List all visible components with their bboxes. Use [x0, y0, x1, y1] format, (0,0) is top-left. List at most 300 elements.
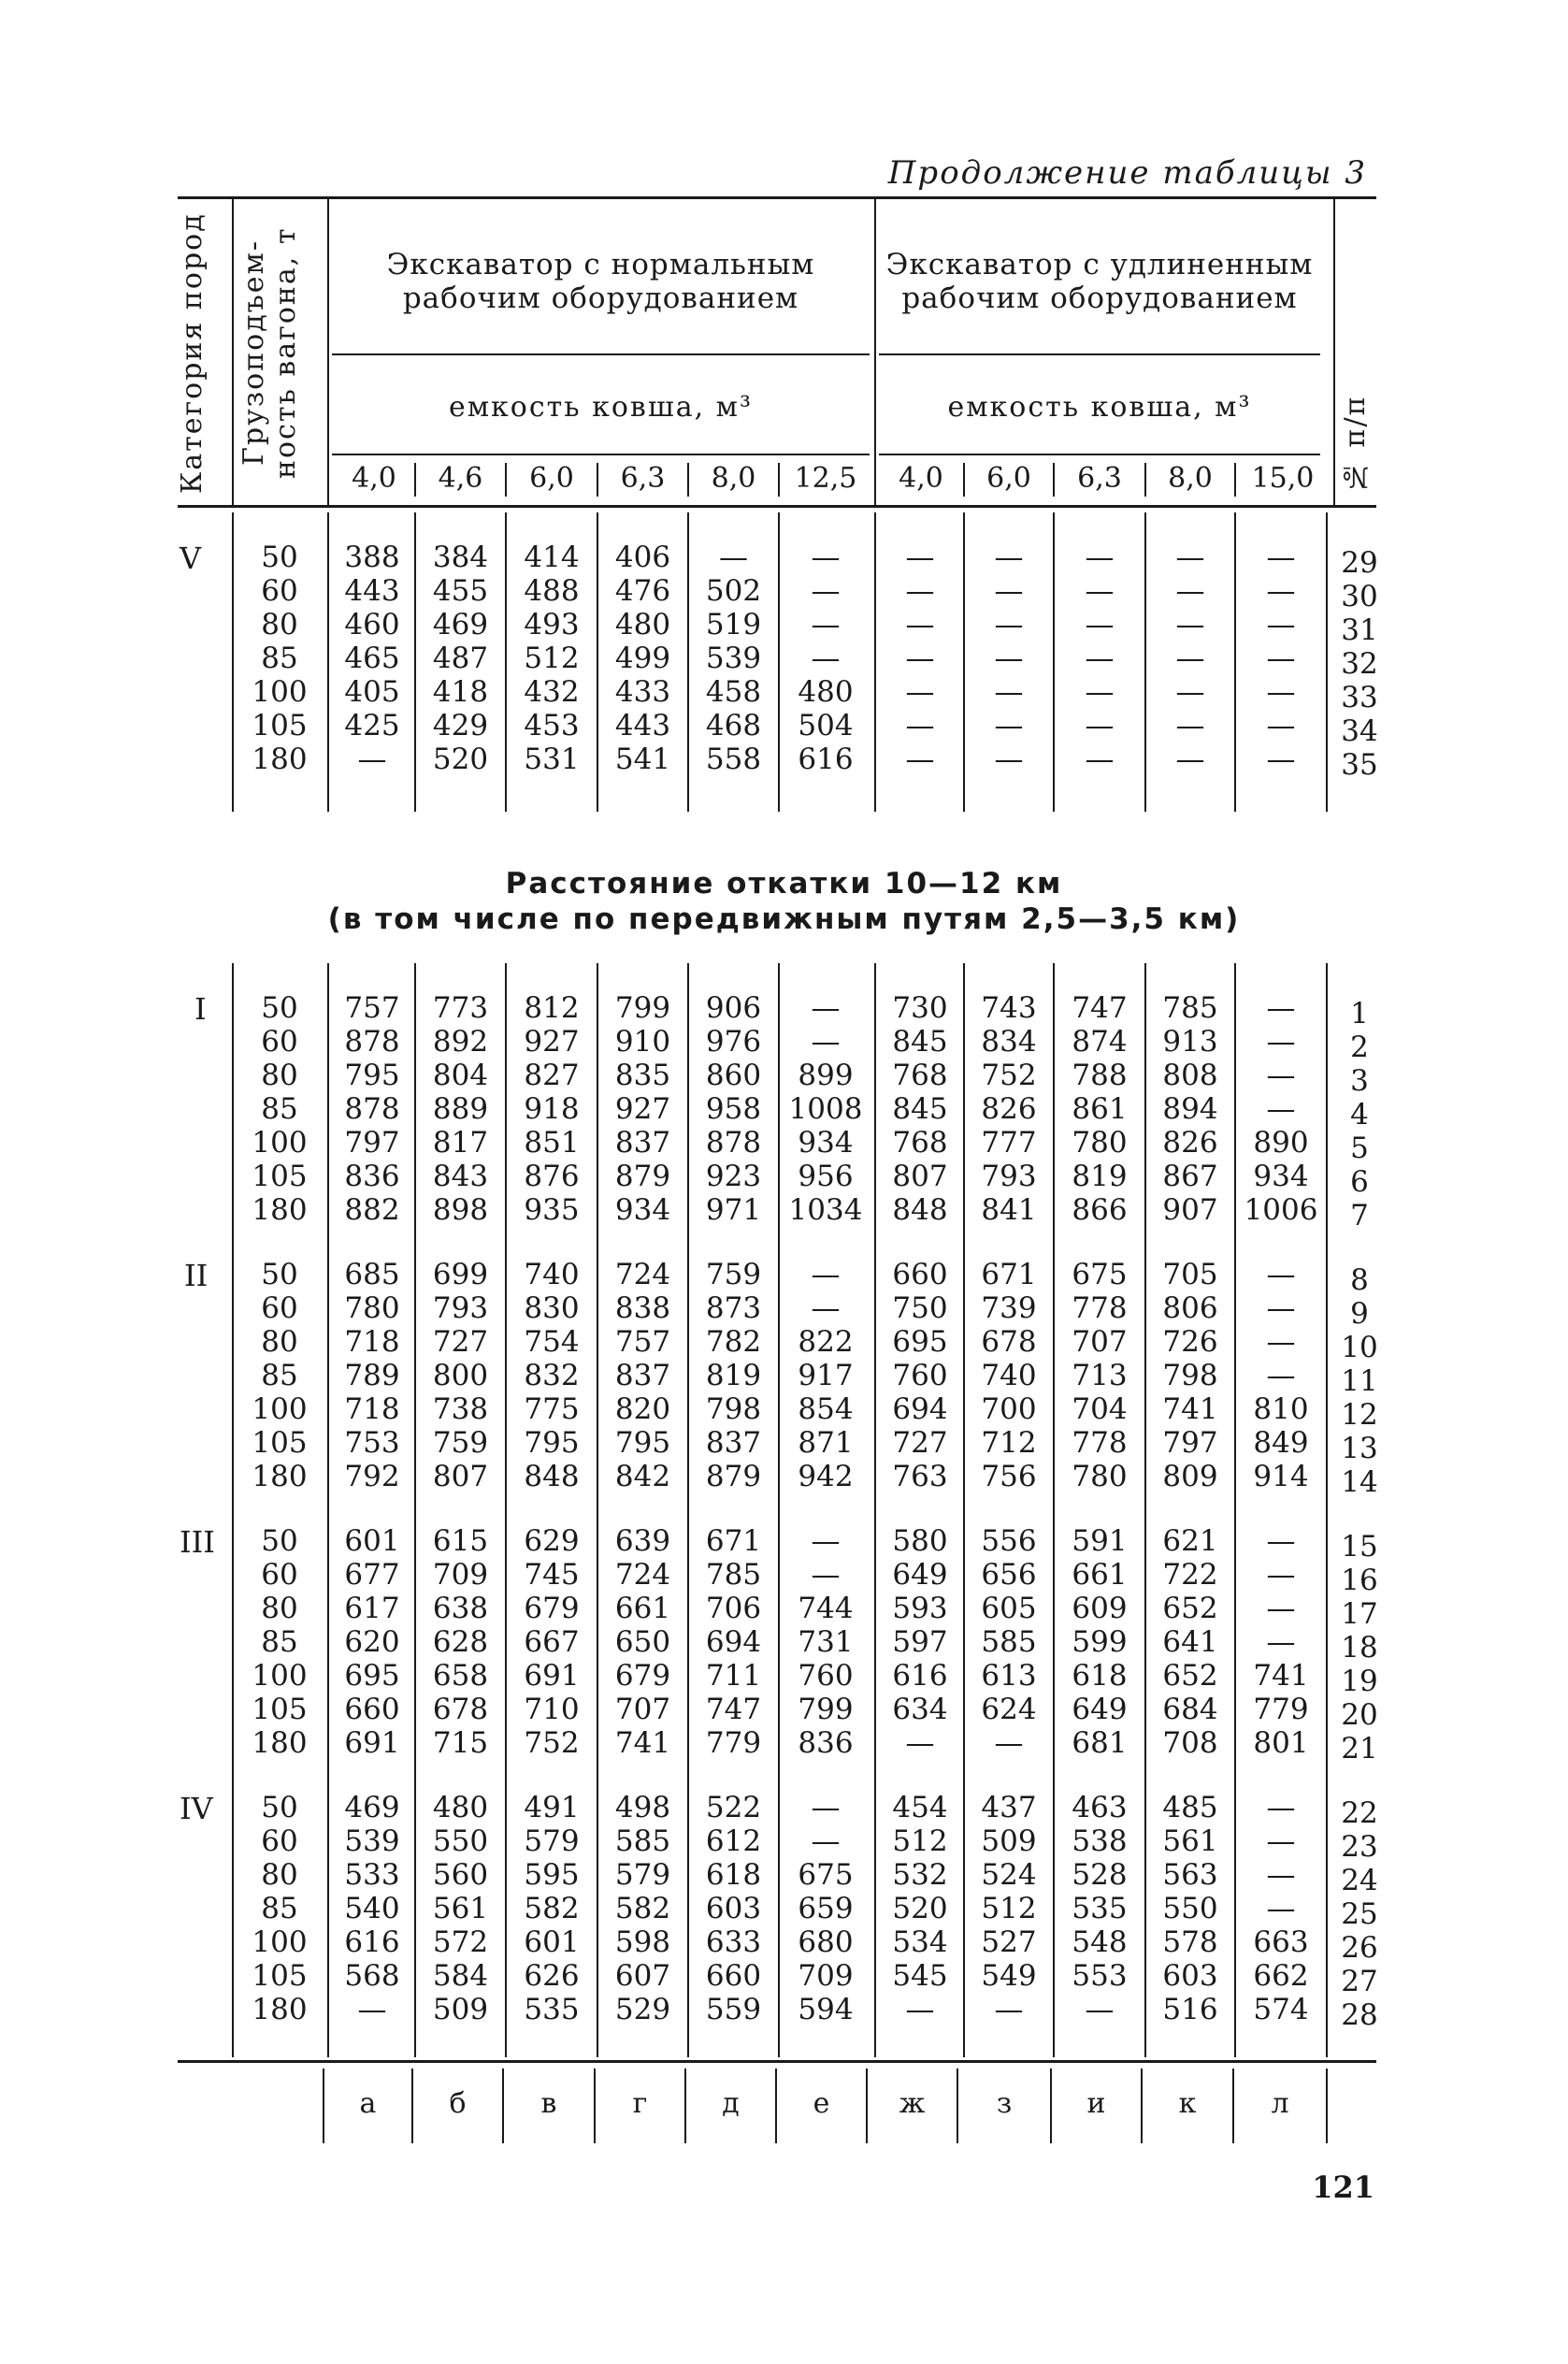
page-number: 121 — [1312, 2169, 1374, 2205]
table-cell: 878 — [344, 1025, 400, 1059]
table-cell: 659 — [798, 1892, 854, 1925]
table-cell: — — [994, 709, 1024, 742]
load-cell: 100 — [252, 675, 308, 709]
table-cell: — — [1266, 1359, 1296, 1392]
load-cell: 180 — [252, 1193, 308, 1227]
table-cell: 582 — [614, 1892, 671, 1925]
table-cell: — — [1085, 675, 1115, 709]
table-cell: 533 — [344, 1858, 400, 1892]
row-number: 34 — [1341, 714, 1378, 748]
table-cell: 629 — [524, 1524, 580, 1558]
table-cell: 873 — [705, 1291, 762, 1325]
table-cell: 603 — [1162, 1959, 1218, 1993]
table-cell: 788 — [1072, 1059, 1128, 1092]
table-cell: — — [811, 608, 841, 641]
table-cell: 768 — [892, 1126, 948, 1160]
capacity-value: 8,0 — [1168, 462, 1213, 495]
table-cell: 695 — [344, 1659, 400, 1693]
table-cell: 753 — [344, 1426, 400, 1460]
category-label: I — [194, 991, 207, 1027]
table-cell: 777 — [981, 1126, 1037, 1160]
column-letter: к — [1178, 2087, 1197, 2120]
table-cell: — — [1266, 1791, 1296, 1824]
table-cell: 650 — [614, 1625, 671, 1659]
table-cell: 795 — [614, 1426, 671, 1460]
header-bucket-extended: емкость ковша, м³ — [947, 391, 1252, 424]
table-cell: 807 — [432, 1460, 489, 1493]
row-number-cell: 9 — [1350, 1297, 1369, 1331]
table-cell: — — [1266, 1025, 1296, 1059]
table-cell: 488 — [524, 574, 580, 608]
table-cell: 780 — [1072, 1126, 1128, 1160]
table-cell: 1008 — [788, 1092, 863, 1126]
header-vrule — [1333, 199, 1335, 505]
table-cell: — — [994, 608, 1024, 641]
table-cell: 660 — [344, 1693, 400, 1726]
table-cell: — — [994, 541, 1024, 574]
table-cell: 582 — [524, 1892, 580, 1925]
row-number-cell: 26 — [1341, 1931, 1378, 1965]
table-cell: 740 — [524, 1258, 580, 1291]
table-cell: — — [1175, 709, 1205, 742]
load-cell: 180 — [252, 742, 308, 776]
table-cell: 798 — [705, 1392, 762, 1426]
load-cell: 100 — [252, 1659, 308, 1693]
table-cell: 458 — [705, 675, 762, 709]
row-number: 29 — [1341, 546, 1378, 580]
table-cell: 906 — [705, 991, 762, 1025]
table-cell: — — [1266, 991, 1296, 1025]
table-cell: 795 — [524, 1426, 580, 1460]
table-cell: — — [1266, 1524, 1296, 1558]
table-cell: — — [1266, 641, 1296, 675]
table-cell: 879 — [705, 1460, 762, 1493]
table-cell: 624 — [981, 1693, 1037, 1726]
table-cell: 1034 — [788, 1193, 863, 1227]
table-cell: 617 — [344, 1592, 400, 1625]
table-cell: 876 — [524, 1160, 580, 1193]
table-cell: 763 — [892, 1460, 948, 1493]
table-cell: — — [905, 742, 935, 776]
table-cell: 480 — [614, 608, 671, 641]
table-cell: — — [811, 991, 841, 1025]
table-cell: 799 — [798, 1693, 854, 1726]
load-cell: 85 — [261, 1892, 298, 1925]
load-cell: 60 — [261, 574, 298, 608]
capacity-value: 6,0 — [986, 462, 1031, 495]
table-cell: 848 — [524, 1460, 580, 1493]
table-cell: 680 — [798, 1925, 854, 1959]
header-bucket-normal: емкость ковша, м³ — [448, 391, 754, 424]
table-cell: 524 — [981, 1858, 1037, 1892]
table-cell: 491 — [524, 1791, 580, 1824]
table-cell: 838 — [614, 1291, 671, 1325]
table-cell: 469 — [432, 608, 489, 641]
table-cell: 618 — [1072, 1659, 1128, 1693]
table-cell: 539 — [705, 641, 762, 675]
table-cell: — — [1085, 709, 1115, 742]
table-cell: 780 — [344, 1291, 400, 1325]
header-vrule — [232, 199, 234, 505]
row-number-cell: 7 — [1350, 1199, 1369, 1232]
group-rule-extended — [879, 353, 1320, 355]
table-cell: 892 — [432, 1025, 489, 1059]
category-label: III — [180, 1524, 215, 1560]
load-cell: 105 — [252, 1693, 308, 1726]
table-cell: 626 — [524, 1959, 580, 1993]
data-column — [1236, 991, 1326, 2026]
table-cell: 715 — [432, 1726, 489, 1760]
table-cell: 705 — [1162, 1258, 1218, 1291]
table-cell: 601 — [524, 1925, 580, 1959]
capacity-value: 6,0 — [529, 462, 574, 495]
table-cell: — — [1085, 608, 1115, 641]
table-cell: 405 — [344, 675, 400, 709]
table-cell: 867 — [1162, 1160, 1218, 1193]
table-cell: 695 — [892, 1325, 948, 1359]
table-cell: 535 — [524, 1993, 580, 2026]
data-column — [330, 991, 414, 2026]
table-cell: 487 — [432, 641, 489, 675]
table-cell: 854 — [798, 1392, 854, 1426]
table-cell: 699 — [432, 1258, 489, 1291]
row-number-cell: 19 — [1341, 1665, 1378, 1698]
table-cell: 678 — [432, 1693, 489, 1726]
table-cell: 798 — [1162, 1359, 1218, 1392]
table-cell: 724 — [614, 1558, 671, 1592]
table-cell: 793 — [981, 1160, 1037, 1193]
table-cell: 810 — [1253, 1392, 1309, 1426]
table-cell: 785 — [705, 1558, 762, 1592]
row-number-cell: 22 — [1341, 1796, 1378, 1830]
table-cell: — — [1266, 1892, 1296, 1925]
load-cell: 180 — [252, 1726, 308, 1760]
table-cell: 499 — [614, 641, 671, 675]
table-cell: 528 — [1072, 1858, 1128, 1892]
table-cell: 561 — [432, 1892, 489, 1925]
table-cell: 754 — [524, 1325, 580, 1359]
table-cell: 498 — [614, 1791, 671, 1824]
table-cell: 558 — [705, 742, 762, 776]
row-number-cell: 21 — [1341, 1732, 1378, 1766]
letter-sep — [1326, 2068, 1328, 2143]
table-cell: 580 — [892, 1524, 948, 1558]
table-cell: 512 — [981, 1892, 1037, 1925]
table-cell: 731 — [798, 1625, 854, 1659]
table-cell: 899 — [798, 1059, 854, 1092]
table-cell: 747 — [705, 1693, 762, 1726]
table-cell: 750 — [892, 1291, 948, 1325]
table-cell: 512 — [524, 641, 580, 675]
table-cell: 782 — [705, 1325, 762, 1359]
body-vrule — [874, 512, 876, 812]
table-cell: — — [811, 1791, 841, 1824]
header-top-rule — [178, 196, 1376, 199]
header-extended-group: Экскаватор с удлиненным рабочим оборудованием — [885, 248, 1314, 315]
table-cell: 559 — [705, 1993, 762, 2026]
table-cell: 433 — [614, 675, 671, 709]
table-cell: 522 — [705, 1791, 762, 1824]
table-cell: 671 — [981, 1258, 1037, 1291]
table-cell: 634 — [892, 1693, 948, 1726]
capacity-value: 6,3 — [1077, 462, 1122, 495]
table-cell: 691 — [524, 1659, 580, 1693]
column-letter: а — [359, 2087, 377, 2120]
column-letter: г — [632, 2087, 648, 2120]
data-column — [1055, 541, 1144, 776]
body-vrule — [327, 512, 329, 812]
body-vrule — [1326, 963, 1328, 2057]
table-cell: 591 — [1072, 1524, 1128, 1558]
table-cell: 793 — [432, 1291, 489, 1325]
capacity-value: 15,0 — [1251, 462, 1315, 495]
table-cell: — — [1266, 1558, 1296, 1592]
table-cell: 971 — [705, 1193, 762, 1227]
table-cell: 779 — [705, 1726, 762, 1760]
table-cell: 532 — [892, 1858, 948, 1892]
table-cell: — — [905, 1726, 935, 1760]
table-cell: 752 — [981, 1059, 1037, 1092]
table-cell: 675 — [1072, 1258, 1128, 1291]
table-cell: 585 — [614, 1824, 671, 1858]
load-column — [238, 541, 321, 776]
table-cell: 832 — [524, 1359, 580, 1392]
table-cell: 712 — [981, 1426, 1037, 1460]
row-number-cell: 12 — [1341, 1398, 1378, 1432]
table-cell: 469 — [344, 1791, 400, 1824]
header-bottom-rule — [178, 505, 1376, 508]
table-cell: 713 — [1072, 1359, 1128, 1392]
table-cell: 595 — [524, 1858, 580, 1892]
table-cell: 649 — [1072, 1693, 1128, 1726]
row-number-cell: 15 — [1341, 1530, 1378, 1564]
row-number-cell: 23 — [1341, 1830, 1378, 1864]
row-number-cell: 14 — [1341, 1465, 1378, 1499]
load-column — [238, 991, 321, 2026]
table-cell: 747 — [1072, 991, 1128, 1025]
table-cell: — — [1266, 709, 1296, 742]
table-cell: 656 — [981, 1558, 1037, 1592]
load-cell: 60 — [261, 1824, 298, 1858]
capacity-value: 4,6 — [438, 462, 483, 495]
table-cell: 819 — [705, 1359, 762, 1392]
load-cell: 105 — [252, 709, 308, 742]
data-column — [1146, 541, 1234, 776]
table-cell: 463 — [1072, 1791, 1128, 1824]
table-cell: 545 — [892, 1959, 948, 1993]
table-cell: 443 — [614, 709, 671, 742]
table-cell: 871 — [798, 1426, 854, 1460]
table-cell: 804 — [432, 1059, 489, 1092]
body-vrule — [232, 963, 234, 2057]
load-cell: 85 — [261, 1625, 298, 1659]
table-cell: 616 — [798, 742, 854, 776]
table-cell: 956 — [798, 1160, 854, 1193]
header-normal-group: Экскаватор с нормальным рабочим оборудованием — [386, 248, 815, 315]
table-cell: — — [1085, 1993, 1115, 2026]
table-cell: 578 — [1162, 1925, 1218, 1959]
table-cell: 527 — [981, 1925, 1037, 1959]
table-cell: 584 — [432, 1959, 489, 1993]
row-number-cell: 11 — [1341, 1364, 1378, 1398]
table-cell: 618 — [705, 1858, 762, 1892]
table-cell: 621 — [1162, 1524, 1218, 1558]
table-cell: 425 — [344, 709, 400, 742]
table-cell: 775 — [524, 1392, 580, 1426]
table-cell: — — [994, 742, 1024, 776]
table-cell: 529 — [614, 1993, 671, 2026]
table-cell: 572 — [432, 1925, 489, 1959]
table-cell: — — [1085, 574, 1115, 608]
table-cell: 914 — [1253, 1460, 1309, 1493]
table-cell: 414 — [524, 541, 580, 574]
table-cell: 700 — [981, 1392, 1037, 1426]
table-cell: 820 — [614, 1392, 671, 1426]
row-number-cell: 8 — [1350, 1263, 1369, 1297]
table-cell: 661 — [614, 1592, 671, 1625]
category-label: II — [184, 1258, 209, 1293]
table-cell: 549 — [981, 1959, 1037, 1993]
table-cell: 607 — [614, 1959, 671, 1993]
table-cell: 707 — [1072, 1325, 1128, 1359]
body-vrule — [327, 963, 329, 2057]
table-cell: 958 — [705, 1092, 762, 1126]
data-column — [877, 541, 963, 776]
table-cell: 708 — [1162, 1726, 1218, 1760]
table-cell: 722 — [1162, 1558, 1218, 1592]
table-cell: 789 — [344, 1359, 400, 1392]
table-cell: 679 — [614, 1659, 671, 1693]
table-cell: 568 — [344, 1959, 400, 1993]
table-cell: 836 — [344, 1160, 400, 1193]
table-cell: 599 — [1072, 1625, 1128, 1659]
table-cell: 480 — [432, 1791, 489, 1824]
header-category: Категория пород — [176, 212, 209, 494]
table-cell: 827 — [524, 1059, 580, 1092]
capacity-value: 12,5 — [794, 462, 857, 495]
table-cell: 652 — [1162, 1659, 1218, 1693]
table-cell: — — [1266, 1291, 1296, 1325]
data-column — [598, 541, 687, 776]
load-cell: 50 — [261, 1524, 298, 1558]
load-cell: 105 — [252, 1959, 308, 1993]
table-cell: 800 — [432, 1359, 489, 1392]
table-cell: 797 — [1162, 1426, 1218, 1460]
table-cell: — — [905, 541, 935, 574]
data-column — [877, 991, 963, 2026]
row-number-cell: 17 — [1341, 1597, 1378, 1631]
table-cell: 443 — [344, 574, 400, 608]
table-cell: 509 — [981, 1824, 1037, 1858]
table-cell: 612 — [705, 1824, 762, 1858]
data-column — [965, 991, 1053, 2026]
capacity-value: 8,0 — [711, 462, 756, 495]
table-cell: 453 — [524, 709, 580, 742]
table-cell: 910 — [614, 1025, 671, 1059]
table-cell: 727 — [892, 1426, 948, 1460]
table-cell: 512 — [892, 1824, 948, 1858]
table-cell: 649 — [892, 1558, 948, 1592]
row-number-cell: 2 — [1350, 1031, 1369, 1064]
table-cell: 485 — [1162, 1791, 1218, 1824]
table-cell: 878 — [705, 1126, 762, 1160]
column-letter: и — [1086, 2087, 1106, 2120]
load-cell: 100 — [252, 1925, 308, 1959]
table-cell: — — [1085, 541, 1115, 574]
section2-title-line1: Расстояние откатки 10—12 км — [505, 867, 1063, 901]
table-cell: — — [905, 574, 935, 608]
load-cell: 60 — [261, 1291, 298, 1325]
table-cell: 710 — [524, 1693, 580, 1726]
table-cell: 795 — [344, 1059, 400, 1092]
table-cell: — — [905, 641, 935, 675]
row-number-cell: 20 — [1341, 1698, 1378, 1732]
table-cell: 660 — [892, 1258, 948, 1291]
table-cell: — — [719, 541, 748, 574]
table-cell: 917 — [798, 1359, 854, 1392]
table-cell: 563 — [1162, 1858, 1218, 1892]
load-cell: 50 — [261, 541, 298, 574]
table-cell: 817 — [432, 1126, 489, 1160]
column-letter: б — [449, 2087, 467, 2120]
table-cell: 465 — [344, 641, 400, 675]
row-number: 33 — [1341, 681, 1378, 714]
table-cell: 826 — [981, 1092, 1037, 1126]
table-cell: — — [1085, 641, 1115, 675]
table-cell: 663 — [1253, 1925, 1309, 1959]
table-cell: 830 — [524, 1291, 580, 1325]
table-cell: — — [357, 742, 387, 776]
load-cell: 80 — [261, 608, 298, 641]
table-cell: 898 — [432, 1193, 489, 1227]
table-cell: 432 — [524, 675, 580, 709]
row-number-cell: 27 — [1341, 1965, 1378, 1998]
load-cell: 85 — [261, 1359, 298, 1392]
table-cell: 807 — [892, 1160, 948, 1193]
table-cell: — — [1175, 574, 1205, 608]
table-cell: 560 — [432, 1858, 489, 1892]
table-cell: 759 — [432, 1426, 489, 1460]
table-cell: — — [811, 1824, 841, 1858]
table-cell: 756 — [981, 1460, 1037, 1493]
load-cell: 50 — [261, 991, 298, 1025]
table-cell: 837 — [705, 1426, 762, 1460]
table-cell: 727 — [432, 1325, 489, 1359]
table-cell: 785 — [1162, 991, 1218, 1025]
capacity-rule-extended — [879, 454, 1320, 455]
capacity-rule-normal — [332, 454, 870, 455]
header-vrule — [874, 199, 876, 505]
table-cell: 792 — [344, 1460, 400, 1493]
table-cell: 768 — [892, 1059, 948, 1092]
table-cell: 923 — [705, 1160, 762, 1193]
table-cell: 927 — [614, 1092, 671, 1126]
table-cell: 641 — [1162, 1625, 1218, 1659]
table-cell: 429 — [432, 709, 489, 742]
table-cell: 711 — [705, 1659, 762, 1693]
table-cell: — — [1266, 1059, 1296, 1092]
table-cell: 837 — [614, 1359, 671, 1392]
table-cell: — — [811, 641, 841, 675]
group-rule-normal — [332, 353, 870, 355]
table-cell: 553 — [1072, 1959, 1128, 1993]
table-cell: 679 — [524, 1592, 580, 1625]
table-cell: — — [1266, 541, 1296, 574]
table-cell: 934 — [798, 1126, 854, 1160]
load-cell: 85 — [261, 1092, 298, 1126]
table-cell: 468 — [705, 709, 762, 742]
table-cell: — — [1175, 608, 1205, 641]
